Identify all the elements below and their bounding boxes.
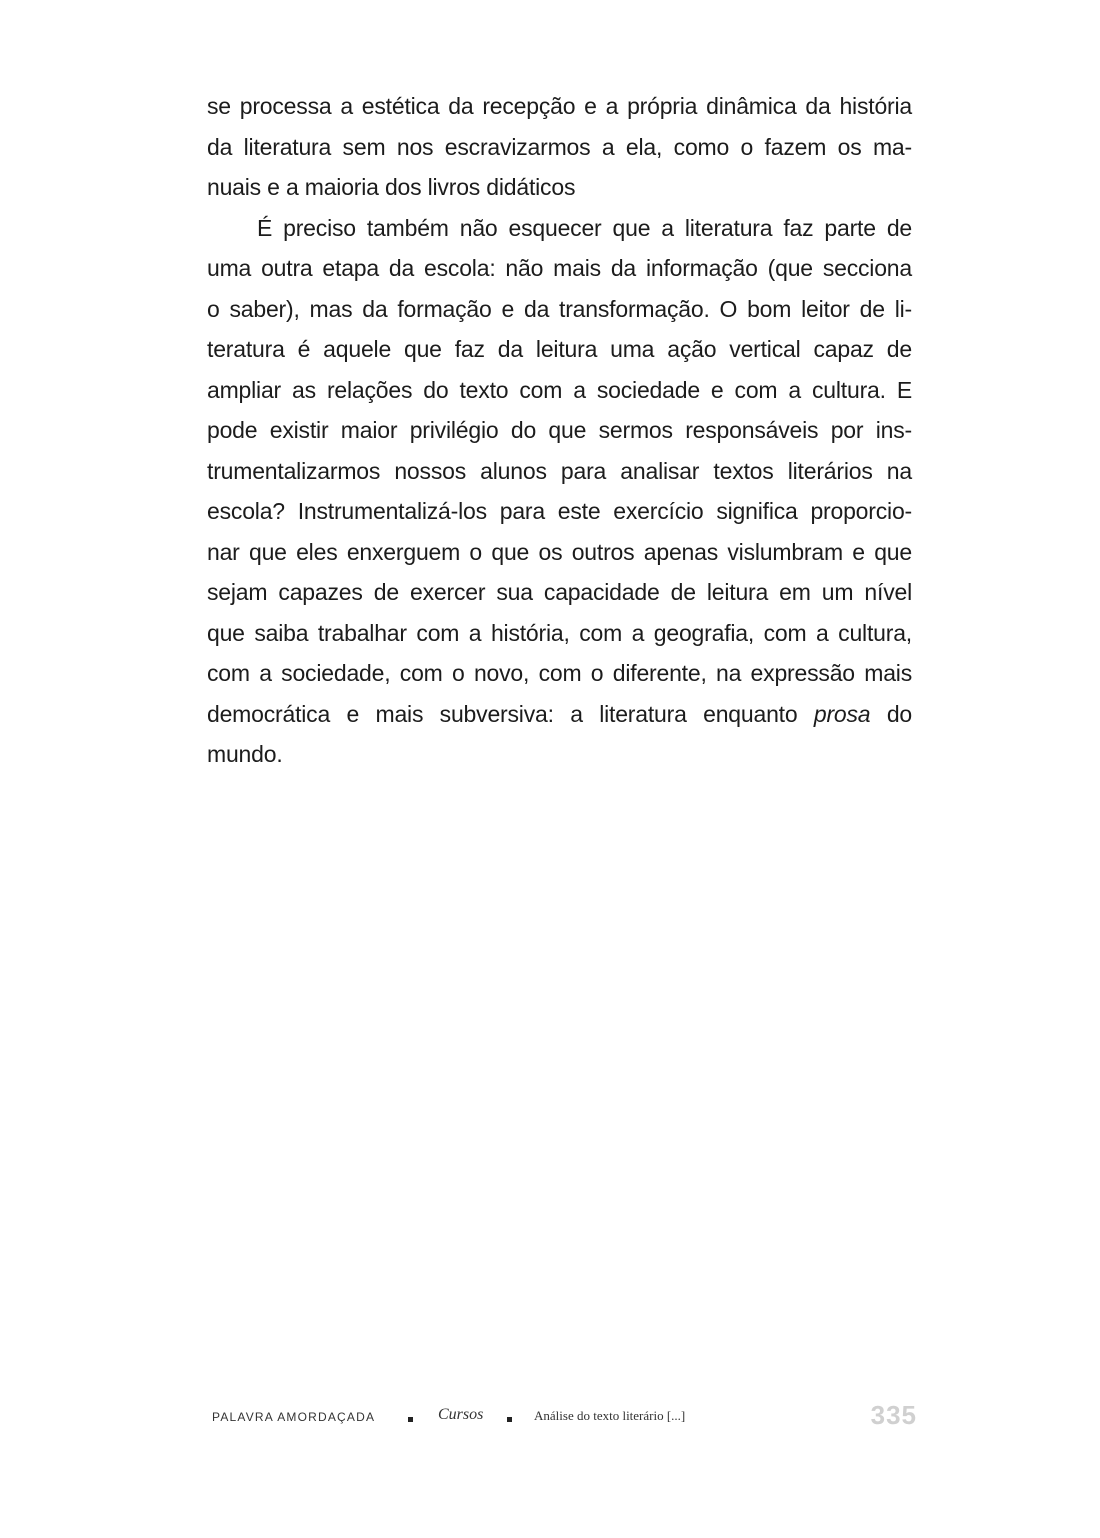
bullet-separator-icon	[507, 1417, 512, 1422]
text-line: teratura é aquele que faz da leitura uma ação vertical capaz de	[207, 336, 912, 362]
text-line: uma outra etapa da escola: não mais da informação (que secciona	[207, 255, 912, 281]
running-footer-chapter: Análise do texto literário [...]	[534, 1408, 686, 1423]
text-line: sejam capazes de exercer sua capacidade de leitura em um nível	[207, 579, 912, 605]
text-line: se processa a estética da recepção e a própria dinâmica da história	[207, 93, 912, 119]
text-line: que saiba trabalhar com a história, com a geografia, com a cultura,	[207, 619, 912, 646]
text-line: É preciso também não esquecer que a literatura faz parte de	[257, 214, 912, 241]
running-footer-book-title: PALAVRA AMORDAÇADA	[212, 1410, 376, 1424]
text-line: com a sociedade, com o novo, com o diferente, na expressão mais	[207, 660, 912, 686]
text-line: nuais e a maioria dos livros didáticos	[207, 174, 576, 200]
text-line: o saber), mas da formação e da transformação. O bom leitor de li-	[207, 295, 912, 322]
text-line: ampliar as relações do texto com a sociedade e com a cultura. E	[207, 376, 912, 403]
text-line: pode existir maior privilégio do que sermos responsáveis por ins-	[207, 417, 912, 443]
text-line: trumentalizarmos nossos alunos para analisar textos literários na	[207, 457, 912, 484]
text-fragment: do	[870, 700, 913, 727]
page-number: 335	[870, 1400, 917, 1430]
text-line: mundo.	[207, 741, 283, 767]
text-line: escola? Instrumentalizá-los para este exercício significa proporcio-	[207, 498, 912, 524]
emphasized-word: prosa	[813, 700, 871, 727]
text-line: da literatura sem nos escravizarmos a ela, como o fazem os ma-	[207, 133, 912, 160]
running-footer-section: Cursos	[438, 1406, 484, 1423]
bullet-separator-icon	[408, 1417, 413, 1422]
text-line	[207, 694, 912, 735]
text-fragment: democrática e mais subversiva: a literatura enquanto	[207, 700, 814, 727]
page-footer	[212, 1400, 917, 1436]
body-text	[207, 86, 912, 775]
text-line: nar que eles enxerguem o que os outros apenas vislumbram e que	[207, 538, 912, 565]
